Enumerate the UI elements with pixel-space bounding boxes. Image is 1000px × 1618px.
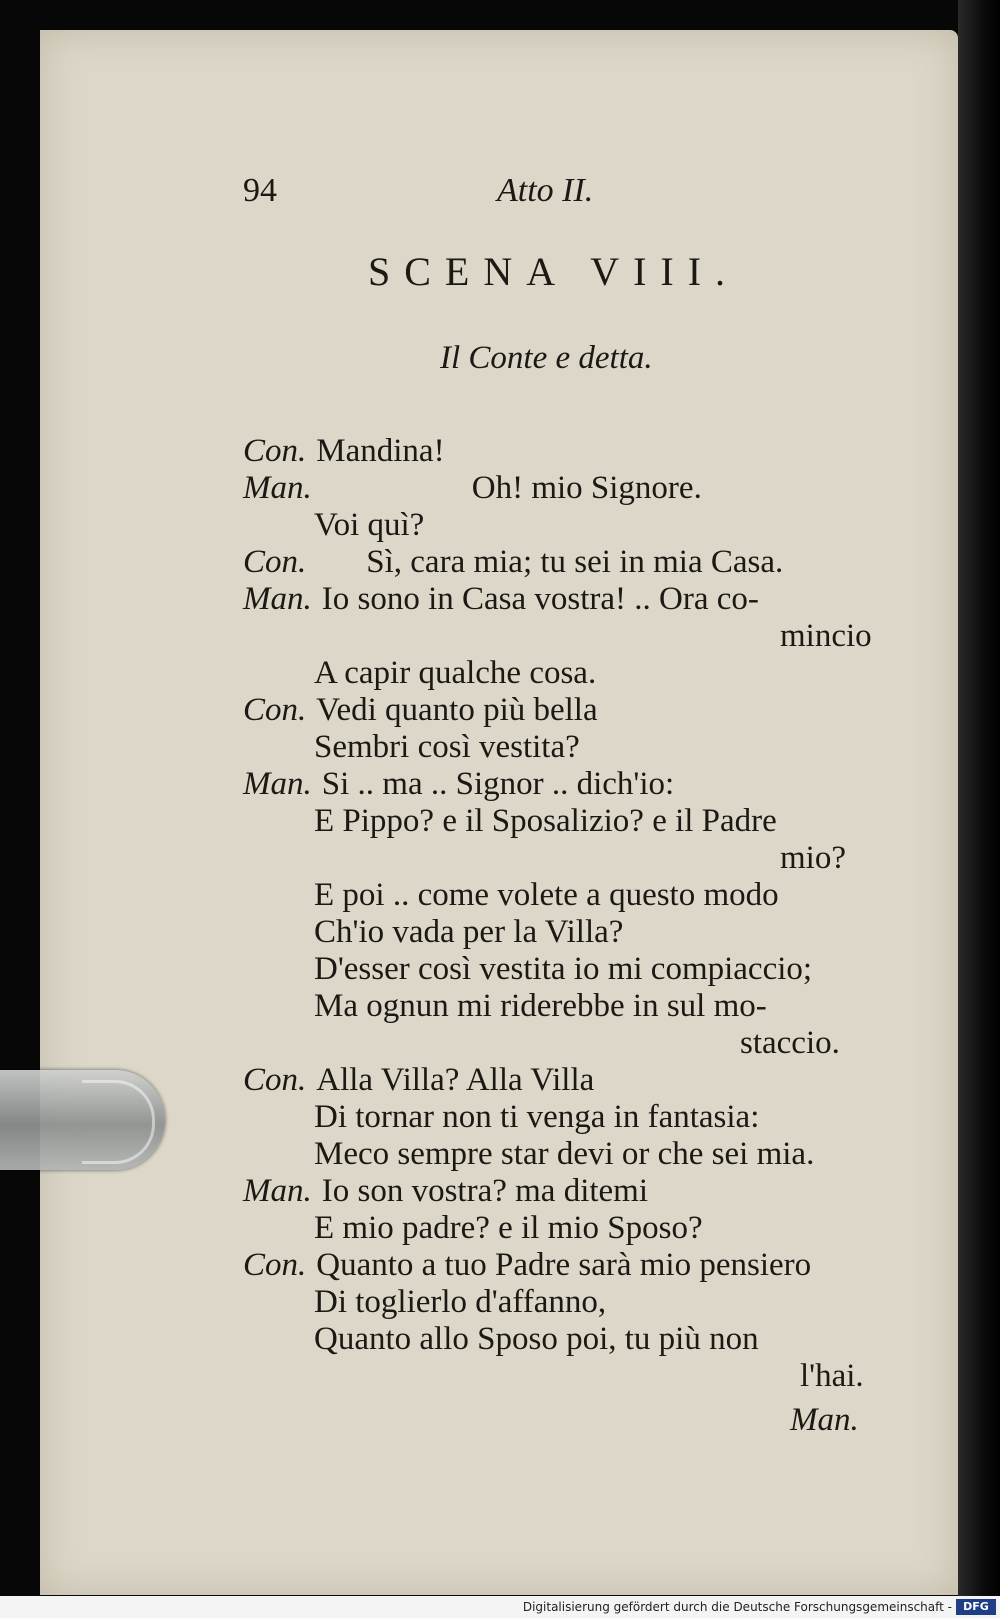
line-text: Alla Villa? Alla Villa <box>316 1062 595 1098</box>
speaker-label: Con. <box>243 692 307 728</box>
dialogue-line <box>243 546 783 579</box>
dialogue-line <box>314 731 580 764</box>
line-text: Man. <box>790 1402 859 1438</box>
line-text: mio? <box>780 840 846 876</box>
line-text: Ma ognun mi riderebbe in sul mo- <box>314 988 767 1024</box>
clip-highlight <box>82 1080 155 1164</box>
speaker-label: Con. <box>243 1247 307 1283</box>
dialogue-line <box>314 1101 759 1134</box>
dialogue-line <box>243 435 445 468</box>
speaker-label: Man. <box>243 1173 312 1209</box>
page-number: 94 <box>243 172 277 209</box>
dialogue-line <box>243 583 759 616</box>
speaker-label: Con. <box>243 433 307 469</box>
dialogue-line <box>314 953 812 986</box>
cast-line: Il Conte e detta. <box>440 340 653 376</box>
catchword <box>790 1404 859 1437</box>
line-text: D'esser così vestita io mi compiaccio; <box>314 951 813 987</box>
dialogue-line <box>314 990 767 1023</box>
dialogue-line <box>314 805 777 838</box>
line-text: Di toglierlo d'affanno, <box>314 1284 607 1320</box>
line-text: Sembri così vestita? <box>314 729 580 765</box>
running-title: Atto II. <box>497 172 594 209</box>
book-gutter <box>958 0 1000 1618</box>
line-text: Di tornar non ti venga in fantasia: <box>314 1099 760 1135</box>
dialogue-line <box>243 768 674 801</box>
line-text: E Pippo? e il Sposalizio? e il Padre <box>314 803 777 839</box>
dialogue-line <box>314 916 623 949</box>
dialogue-line <box>243 1064 594 1097</box>
dialogue-line <box>740 1027 840 1060</box>
line-text: Mandina! <box>316 433 445 469</box>
line-text: Meco sempre star devi or che sei mia. <box>314 1136 815 1172</box>
line-text: Io son vostra? ma ditemi <box>321 1173 649 1209</box>
dialogue-line <box>243 472 702 505</box>
dialogue-line <box>314 1212 703 1245</box>
dialogue-line <box>800 1360 864 1393</box>
dialogue-line <box>314 1138 814 1171</box>
footer-text: Digitalisierung gefördert durch die Deutsche Forschungsgemeinschaft - <box>522 1600 952 1614</box>
line-text: Voi quì? <box>314 507 425 543</box>
speaker-label: Con. <box>243 544 307 580</box>
speaker-label: Con. <box>243 1062 307 1098</box>
dialogue-line <box>243 694 598 727</box>
line-text: A capir qualche cosa. <box>314 655 597 691</box>
dialogue-line <box>243 1249 811 1282</box>
dfg-logo: DFG <box>956 1599 996 1615</box>
line-text: Quanto a tuo Padre sarà mio pensiero <box>316 1247 812 1283</box>
dialogue-line <box>314 1323 759 1356</box>
line-text: Io sono in Casa vostra! .. Ora co- <box>321 581 759 617</box>
line-text: l'hai. <box>800 1358 864 1394</box>
dialogue-line <box>780 842 846 875</box>
line-text: mincio <box>780 618 872 654</box>
dialogue-line <box>314 657 596 690</box>
dialogue-line <box>314 509 424 542</box>
line-text: Quanto allo Sposo poi, tu più non <box>314 1321 759 1357</box>
line-text: Si .. ma .. Signor .. dich'io: <box>321 766 675 802</box>
line-text: E poi .. come volete a questo modo <box>314 877 779 913</box>
line-text: Vedi quanto più bella <box>316 692 598 728</box>
line-text: Sì, cara mia; tu sei in mia Casa. <box>366 544 784 580</box>
dialogue-line <box>780 620 872 653</box>
speaker-label: Man. <box>243 470 312 506</box>
digitization-footer <box>0 1596 1000 1618</box>
dialogue-line <box>314 879 779 912</box>
dialogue-line <box>314 1286 606 1319</box>
line-text: Ch'io vada per la Villa? <box>314 914 624 950</box>
line-text: staccio. <box>740 1025 840 1061</box>
line-text: E mio padre? e il mio Sposo? <box>314 1210 703 1246</box>
page-clip <box>0 1070 165 1170</box>
dialogue-line <box>243 1175 648 1208</box>
speaker-label: Man. <box>243 581 312 617</box>
line-text: Oh! mio Signore. <box>471 470 702 506</box>
speaker-label: Man. <box>243 766 312 802</box>
scene-title: SCENA VIII. <box>368 249 740 294</box>
